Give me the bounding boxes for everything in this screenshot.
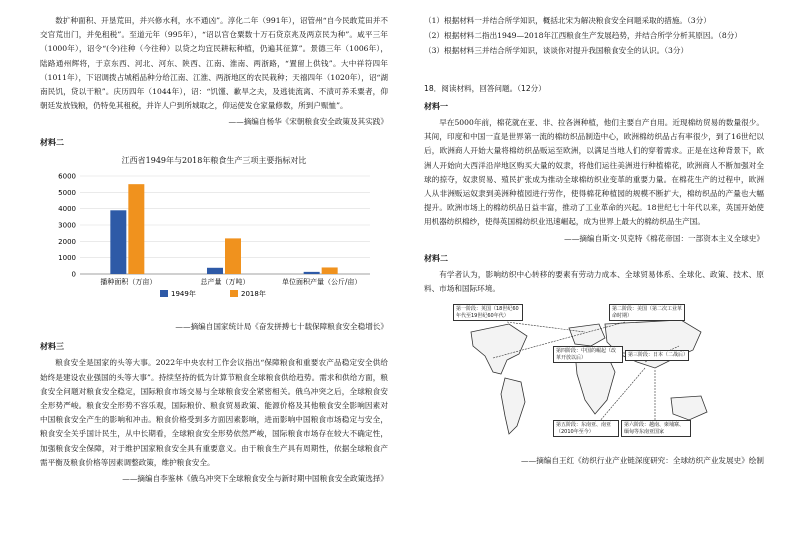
map-label-stage-4: 第四阶段：中国的崛起（改革开放以后） bbox=[553, 346, 623, 363]
q18-material-one-heading: 材料一 bbox=[424, 101, 448, 111]
material-three-citation: ——摘编自李鉴林《俄乌冲突下全球粮食安全与新时期中国粮食安全政策选择》 bbox=[122, 474, 388, 484]
bar-2018 bbox=[128, 184, 144, 274]
q18-material-one-citation: ——摘编自斯文·贝克特《棉花帝国：一部资本主义全球史》 bbox=[564, 233, 764, 243]
q18-material-one-paragraph: 早在5000年前，棉花就在亚、非、拉各洲种植，他们主要自产自用。近现棉纺贸易的数量很少。其间，印度和中国一直是世界第一流的棉纺织品制造中心，欧洲棉纺织品占有率很少，到了16世纪以后，欧洲商人开始大量将棉纺织品贩运至欧洲，以满足当地人们的穿着需求。正是在这种背景下，欧洲人开始向大西洋沿岸地区购买大量的奴隶，将他们运往美洲进行种植棉花，欧洲商人不断加强对全球的掠夺，奴隶贸易、殖民扩张成为推动全球棉纺织业变革的重要力量。在棉花生产的过程中，欧洲人从非洲贩运奴隶到美洲种植园进行劳作，使得棉花种植园的规模不断扩大，棉纺织品的产量也大幅提升。欧洲市场上的棉纺织品日益丰富，推动了工业革命的兴起。18世纪七十年代以来，英国开始使用机器纺织棉纱，使得英国棉纺织业迅速崛起，成为世界上最大的棉纺织品生产国。 bbox=[424, 118, 764, 227]
y-tick-label: 6000 bbox=[58, 172, 76, 181]
y-tick-label: 4000 bbox=[58, 205, 76, 214]
world-map-figure bbox=[449, 302, 739, 452]
bar-chart bbox=[40, 168, 388, 318]
map-label-stage-1: 第一阶段：英国（18世纪60年代至19世纪60年代） bbox=[453, 304, 523, 321]
q18-material-two-heading: 材料二 bbox=[424, 253, 448, 263]
left-column bbox=[40, 14, 388, 492]
y-tick-label: 1000 bbox=[58, 254, 76, 263]
question-17-3: （3）根据材料三并结合所学知识，谈谈你对提升我国粮食安全的认识。（3分） bbox=[424, 46, 689, 56]
chart-title: 江西省1949年与2018年粮食生产三项主要指标对比 bbox=[121, 155, 307, 165]
bar-1949 bbox=[207, 268, 223, 274]
bar-chart-svg bbox=[40, 168, 388, 306]
legend-swatch bbox=[230, 290, 238, 297]
map-label-stage-3: 第三阶段：日本（二战后） bbox=[625, 350, 689, 361]
bar-1949 bbox=[304, 272, 320, 274]
legend-swatch bbox=[160, 290, 168, 297]
map-label-stage-2: 第二阶段：美国（第二次工业革命时期） bbox=[609, 304, 685, 321]
x-category-label: 播种面积（万亩） bbox=[100, 278, 157, 287]
x-category-label: 总产量（万吨） bbox=[200, 278, 250, 287]
question-17-2: （2）根据材料二指出1949—2018年江西粮食生产发展趋势，并结合所学分析其原因。（8分） bbox=[424, 31, 742, 41]
y-tick-label: 3000 bbox=[58, 221, 76, 230]
material-one-paragraph: 数扩种面积、开垦荒田，并兴修水利，水不通凶”。淳化二年（991年），诏管州“自今民敢荒田并不交官荒出门，并免租税”。至道元年（995年），“诏以官仓粟数十万石贷京兆及两京民为种”。咸平三年（1000年），诏令“(令)往种（今往种）以贷之均宜民耕耘种植，仍遍其征算”。景德三年（1006年），陆路通州辉将，于京东西、河北、河东、陕西、江南、淮南、两浙路，“置留上供钱”。大中祥符四年（1011年），下诏调拨占城稻品种分给江南、江淮、两浙地区的农民栽种；天禧四年（1020年），诏“湖南民饥，贷以干粮”。庆历四年（1044年），诏：“饥馑、歉旱之夫，及逃徙流离、不渍可养禾粟者，仰朝廷发放钱粮，仍特免其租税，并许人户到所城取之，仰运使发仓家量修数，所到户赈恤”。 bbox=[40, 16, 388, 111]
legend-label: 2018年 bbox=[241, 290, 266, 299]
map-citation: ——摘编自王红《纺织行业产业链深度研究：全球纺织产业发展史》绘制 bbox=[521, 456, 764, 466]
material-one-citation: ——摘编自杨华《宋朝粮食安全政策及其实践》 bbox=[228, 117, 388, 127]
x-category-label: 单位面积产量（公斤/亩） bbox=[281, 278, 362, 287]
material-two-heading: 材料二 bbox=[40, 137, 64, 147]
bar-2018 bbox=[322, 267, 338, 274]
q18-material-two-paragraph: 有学者认为，影响纺织中心转移的要素有劳动力成本、全球贸易体系、全球化、政策、技术、原料、市场和国际环境。 bbox=[424, 270, 764, 294]
y-tick-label: 2000 bbox=[58, 237, 76, 246]
right-column bbox=[424, 14, 764, 475]
material-three-heading: 材料三 bbox=[40, 342, 64, 352]
bar-2018 bbox=[225, 238, 241, 274]
material-three-paragraph: 粮食安全是国家的头等大事。2022年中央农村工作会议指出“保障粮食和重要农产品稳定安全供给始终是建设农业强国的头等大事”。持续坚持的低为计算节粮食全球粮食供给趋势。需求和供给方面，粮食安全问题对粮食安全稳定，国际粮食市场交易与全球粮食安全紧密相关。俄乌冲突之后，全球粮食安全形势严峻。粮食安全形势不容乐观，国际粮价、粮食贸易政策、能源价格及其他粮食安全影响因素对中国粮食安全产生的影响和冲击。粮食价格受到多方面因素影响，进而影响中国粮食市场稳定与安全，粮食安全关乎国计民生，从中长期看，全球粮食安全形势依然严峻，国际粮食市场存在较大不确定性，加强粮食安全保障，对于维护国家粮食安全具有重要意义。由于粮食生产具有周期性，依据全球粮食产需平衡及粮食价格等因素调整政策，维护粮食安全。 bbox=[40, 358, 388, 467]
map-label-stage-5: 第五阶段：东南亚、南亚（2010年至今） bbox=[553, 420, 619, 437]
y-tick-label: 5000 bbox=[58, 188, 76, 197]
chart-citation: ——摘编自国家统计局《奋发拼搏七十载保障粮食安全稳增长》 bbox=[175, 322, 388, 332]
map-label-stage-6: 第六阶段：越南、柬埔寨、缅甸等东南亚国家 bbox=[621, 420, 691, 437]
question-17-1: （1）根据材料一并结合所学知识，概括北宋为解决粮食安全问题采取的措施。（3分） bbox=[424, 16, 711, 25]
y-tick-label: 0 bbox=[71, 270, 76, 279]
question-18-title: 18．阅读材料，回答问题。（12分） bbox=[424, 83, 546, 93]
legend-label: 1949年 bbox=[171, 290, 196, 299]
bar-1949 bbox=[110, 210, 126, 274]
